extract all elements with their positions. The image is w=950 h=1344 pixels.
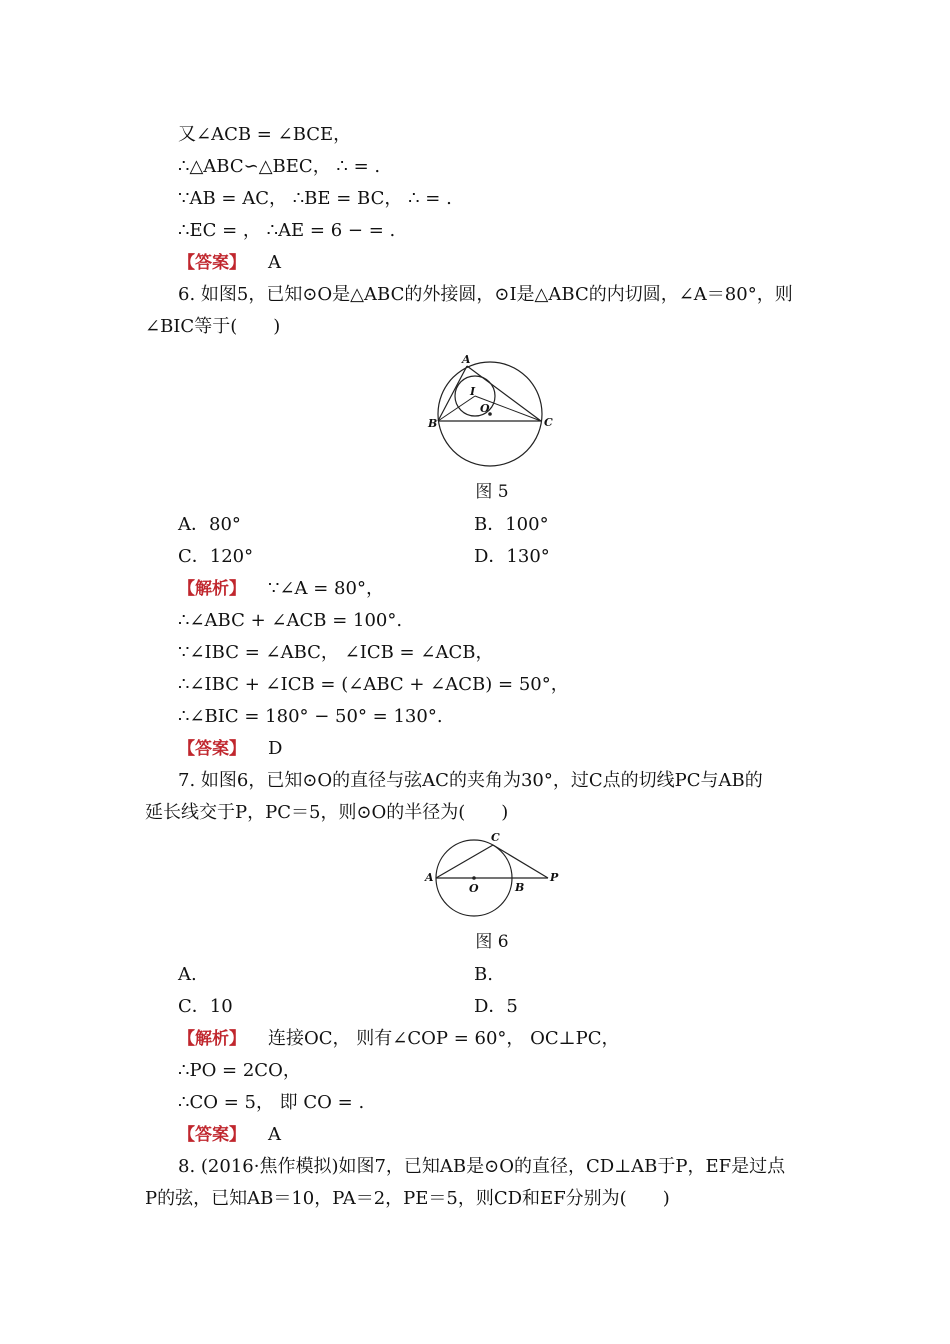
- q7-answer-row: [178, 1123, 281, 1147]
- q6-option-a: A．80°: [178, 514, 241, 535]
- q7-stem-line-1: 7. 如图6，已知⊙O的直径与弦AC的夹角为30°，过C点的切线PC与AB的: [178, 770, 763, 791]
- q7-option-b: B.: [474, 964, 493, 985]
- answer-value: A: [268, 252, 281, 273]
- label-a: A: [462, 353, 471, 366]
- solution5-line-2: ∴△ABC∽△BEC， ∴ = .: [178, 156, 381, 177]
- analysis-tag: 【解析】: [178, 579, 246, 599]
- label-p: P: [550, 871, 559, 884]
- q8-stem-line-2: P的弦，已知AB＝10，PA＝2，PE＝5，则CD和EF分别为( ): [145, 1188, 670, 1209]
- label-b: B: [515, 881, 525, 894]
- q6-analysis-line-4: ∴∠IBC + ∠ICB = (∠ABC + ∠ACB) = 50°，: [178, 674, 569, 695]
- q6-option-b: B．100°: [474, 514, 549, 535]
- segment-bi: [438, 396, 475, 421]
- q6-answer-row: [178, 737, 282, 761]
- q6-option-c: C．120°: [178, 546, 254, 567]
- q7-analysis-row: [178, 1027, 619, 1051]
- label-c: C: [491, 831, 500, 844]
- point-o: [472, 876, 476, 880]
- label-c: C: [544, 416, 553, 429]
- q6-analysis-line-3: ∵∠IBC = ∠ABC， ∠ICB = ∠ACB，: [178, 642, 494, 663]
- answer-tag: 【答案】: [178, 739, 246, 759]
- q7-analysis-line-1: 连接OC， 则有∠COP = 60°， OC⊥PC，: [268, 1028, 620, 1049]
- q6-analysis-line-1: ∵∠A = 80°，: [268, 578, 384, 599]
- q6-stem-line-2: ∠BIC等于( ): [145, 316, 281, 337]
- solution5-line-4: ∴EC = ， ∴AE = 6 − = .: [178, 220, 396, 241]
- answer-value: D: [268, 738, 283, 759]
- label-b: B: [428, 417, 438, 430]
- q7-stem-line-2: 延长线交于P，PC＝5，则⊙O的半径为( ): [145, 802, 509, 823]
- label-o: O: [480, 402, 490, 415]
- label-a: A: [425, 871, 434, 884]
- answer-value: A: [268, 1124, 281, 1145]
- label-o: O: [469, 882, 479, 895]
- figure-5: [420, 350, 560, 472]
- q8-stem-line-1: 8. (2016·焦作模拟)如图7，已知AB是⊙O的直径，CD⊥AB于P，EF是过点: [178, 1156, 786, 1177]
- q6-stem-line-1: 6. 如图5，已知⊙O是△ABC的外接圆，⊙I是△ABC的内切圆，∠A＝80°，则: [178, 284, 793, 305]
- figure-5-caption: 图 5: [475, 482, 509, 502]
- q6-analysis-row: [178, 577, 384, 601]
- q6-option-d: D．130°: [474, 546, 550, 567]
- answer-tag: 【答案】: [178, 253, 246, 273]
- answer-tag: 【答案】: [178, 1125, 246, 1145]
- tangent-cp: [493, 845, 548, 878]
- q6-analysis-line-5: ∴∠BIC = 180° − 50° = 130°.: [178, 706, 443, 727]
- label-i: I: [470, 385, 476, 398]
- q7-analysis-line-3: ∴CO = 5， 即 CO = .: [178, 1092, 365, 1113]
- analysis-tag: 【解析】: [178, 1029, 246, 1049]
- solution5-line-3: ∵AB = AC， ∴BE = BC， ∴ = .: [178, 188, 452, 209]
- q7-option-a: A.: [178, 964, 197, 985]
- answer5-row: [178, 251, 281, 275]
- q6-analysis-line-2: ∴∠ABC + ∠ACB = 100°.: [178, 610, 403, 631]
- side-ac: [467, 366, 541, 421]
- solution5-line-1: 又∠ACB = ∠BCE，: [178, 124, 352, 145]
- chord-ac: [436, 845, 493, 878]
- q7-option-d: D．5: [474, 996, 518, 1017]
- figure-6-caption: 图 6: [475, 932, 509, 952]
- q7-option-c: C．10: [178, 996, 233, 1017]
- q7-analysis-line-2: ∴PO = 2CO，: [178, 1060, 301, 1081]
- figure-6: [420, 830, 570, 920]
